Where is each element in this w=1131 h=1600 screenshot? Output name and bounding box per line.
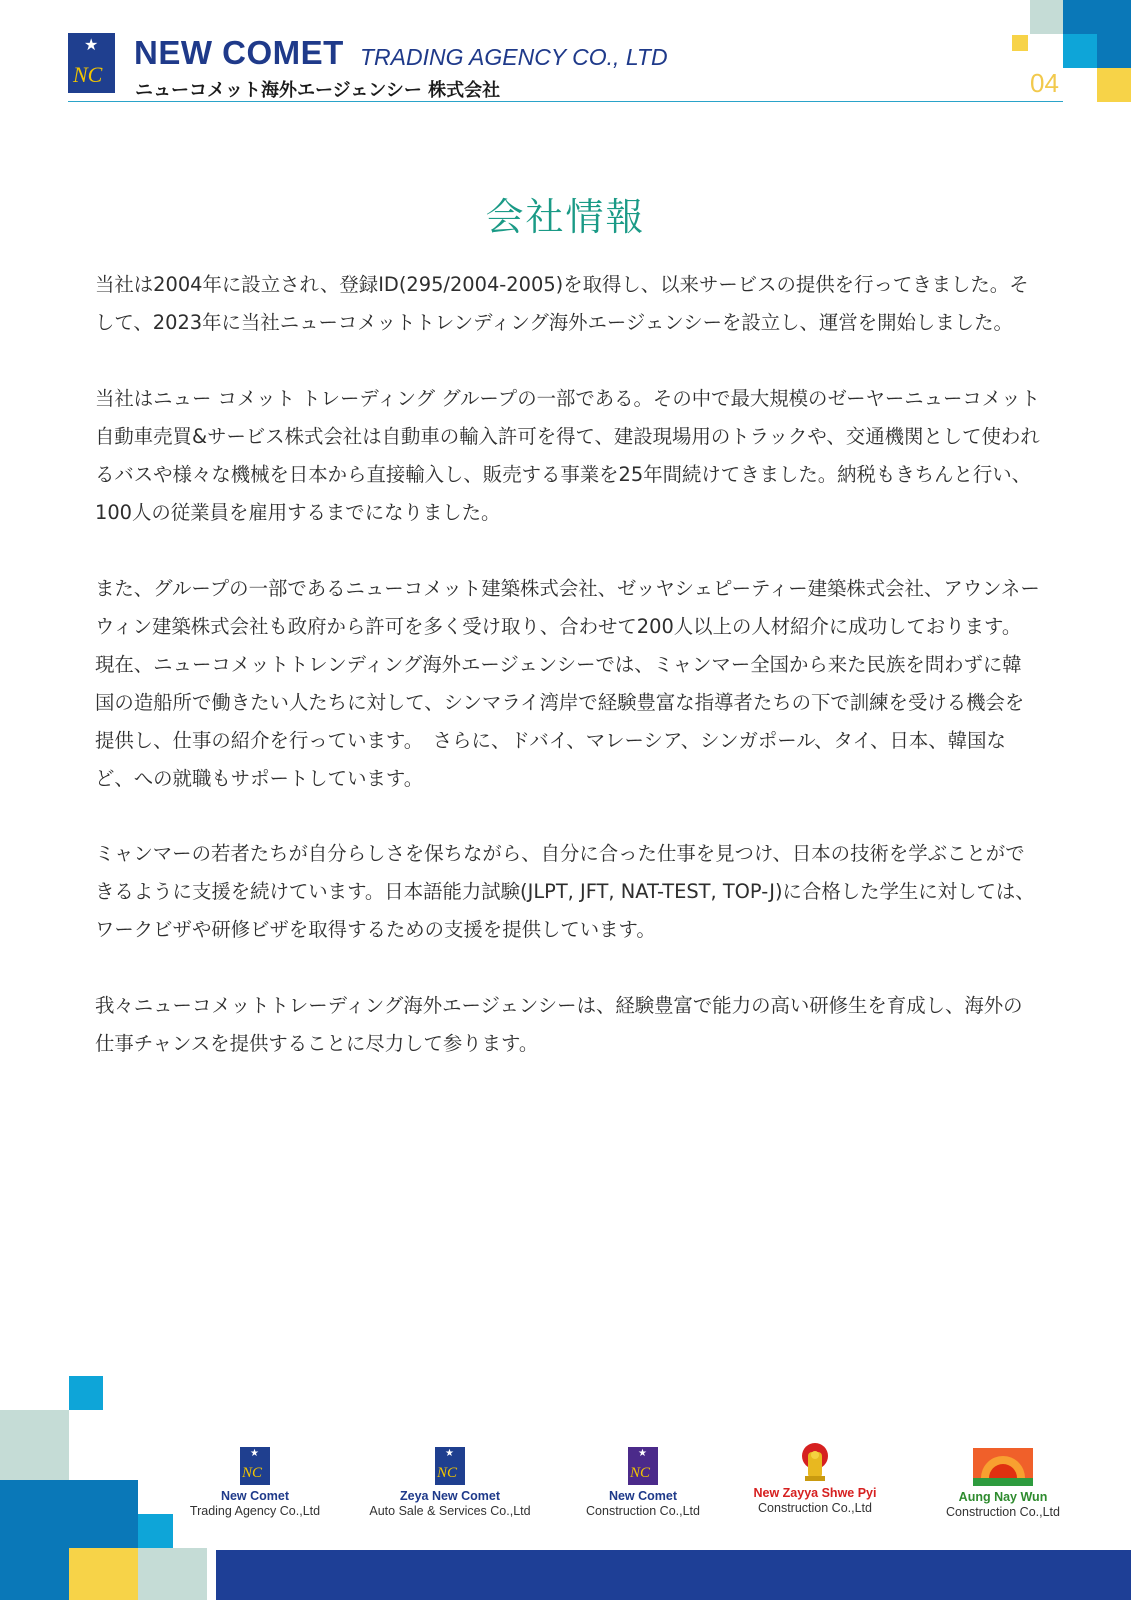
footer-logo-zeya-new-comet [365, 1447, 535, 1519]
footer-logo-aung-nay-wun [935, 1448, 1071, 1520]
header-divider [68, 101, 1063, 102]
footer-logo-name: New Comet [220, 1489, 290, 1503]
decor-footer-mint-2 [138, 1548, 207, 1600]
decor-square-yellow [1097, 68, 1131, 102]
decor-footer-mint [0, 1410, 69, 1480]
nc-logo-icon: ★ NC [240, 1447, 270, 1485]
paragraph-1: 当社は2004年に設立され、登録ID(295/2004-2005)を取得し、以来サービスの提供を行ってきました。そして、2023年に当社ニューコメットトレンディング海外エージェンシーを設立し、運営を開始しました。 [95, 273, 1029, 334]
lion-emblem-icon [797, 1442, 833, 1486]
logo-monogram: NC [73, 62, 103, 87]
star-icon: ★ [84, 35, 99, 54]
paragraph-4: ミャンマーの若者たちが自分らしさを保ちながら、自分に合った仕事を見つけ、日本の技術を学ぶことができるように支援を続けています。日本語能力試験(JLPT, JFT, NAT-TEST, TOP-J)に合格した学生に対しては、ワークビザや研修ビザを取得するための支援を提供しています。 [95, 842, 1035, 941]
brand-japanese-name: ニューコメット海外エージェンシー 株式会社 [135, 80, 501, 101]
footer-logo-sub: Auto Sale & Services Co.,Ltd [369, 1504, 531, 1518]
sunrise-emblem-icon [973, 1448, 1033, 1486]
footer-logo-new-comet-trading [183, 1447, 327, 1519]
footer-band [216, 1550, 1131, 1600]
decor-footer-cyan-top [69, 1376, 103, 1410]
footer-logo-name: New Zayya Shwe Pyi [753, 1486, 877, 1500]
decor-footer-cyan [138, 1514, 173, 1548]
company-logo [68, 33, 115, 93]
decor-footer-yellow [69, 1548, 138, 1600]
page-title: 会社情報 [485, 195, 646, 239]
footer-logo-sub: Construction Co.,Ltd [586, 1504, 700, 1518]
brand-name: NEW COMET [134, 34, 344, 71]
paragraph-3: また、グループの一部であるニューコメット建築株式会社、ゼッヤシェピーティー建築株式会社、アウンネーウィン建築株式会社も政府から許可を多く受け取り、合わせて200人以上の人材紹介に成功しております。現在、ニューコメットトレンディング海外エージェンシーでは、ミャンマー全国から来た民族を問わずに韓国の造船所で働きたい人たちに対して、シンマライ湾岸で経験豊富な指導者たちの下で訓練を受ける機会を提供し、仕事の紹介を行っています。 さらに、ドバイ、マレーシア、シンガポール、タイ、日本、韓国など、への就職もサポートしています。 [95, 577, 1040, 790]
footer-logo-name: New Comet [608, 1489, 678, 1503]
footer-logo-new-zayya-shwe-pyi [745, 1442, 885, 1516]
footer-logo-name: Aung Nay Wun [958, 1490, 1048, 1504]
decor-square-cyan [1063, 34, 1097, 68]
brand-subtitle: TRADING AGENCY CO., LTD [360, 44, 668, 70]
paragraph-2: 当社はニュー コメット トレーディング グループの一部である。その中で最大規模のゼーヤーニューコメット自動車売買&サービス株式会社は自動車の輸入許可を得て、建設現場用のトラックや、交通機関として使われるバスや様々な機械を日本から直接輸入し、販売する事業を25年間続けてきました。納税もきちんと行い、100人の従業員を雇用するまでになりました。 [95, 387, 1040, 524]
footer-logo-sub: Trading Agency Co.,Ltd [189, 1504, 321, 1518]
nc-logo-icon: ★ NC [628, 1447, 658, 1485]
paragraph-5: 我々ニューコメットトレーディング海外エージェンシーは、経験豊富で能力の高い研修生を育成し、海外の仕事チャンスを提供することに尽力して参ります。 [95, 994, 1023, 1055]
footer-logo-sub: Construction Co.,Ltd [758, 1501, 872, 1515]
decor-square-yellow-small [1012, 35, 1028, 51]
page-number: 04 [1030, 68, 1059, 98]
nc-logo-icon: ★ NC [435, 1447, 465, 1485]
footer-logo-name: Zeya New Comet [399, 1489, 501, 1503]
footer-logo-sub: Construction Co.,Ltd [946, 1505, 1060, 1519]
footer-logo-new-comet-construction [575, 1447, 711, 1519]
